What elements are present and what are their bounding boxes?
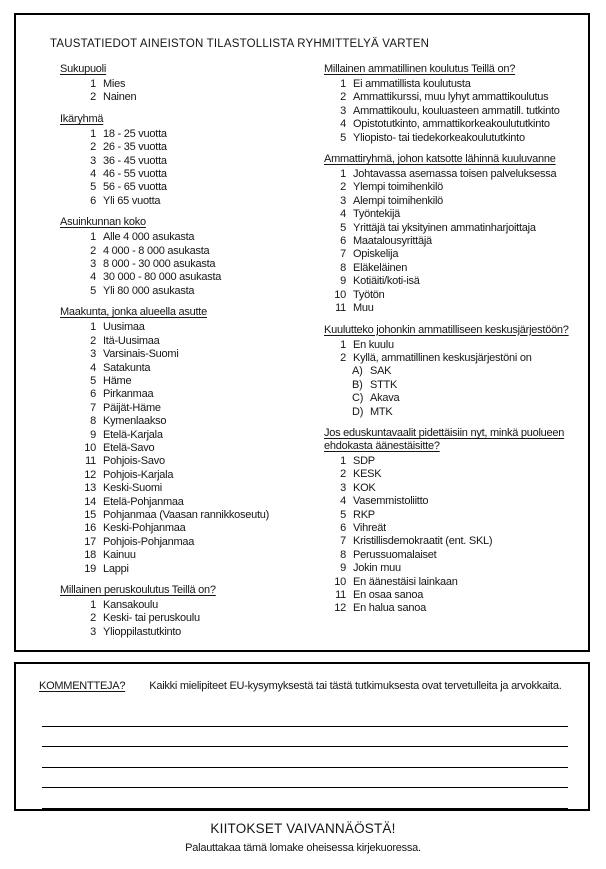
- question-section: [60, 63, 324, 105]
- option-number: 19: [84, 562, 96, 575]
- option-label: En kuulu: [353, 338, 394, 351]
- option-label: SDP: [353, 454, 375, 467]
- option-number: 3: [90, 348, 96, 361]
- option-number: 8: [340, 548, 346, 561]
- option-row: [60, 168, 324, 181]
- option-label: Pohjanmaa (Vaasan rannikkoseutu): [103, 508, 270, 521]
- option-row: [60, 375, 324, 388]
- option-number: 2: [90, 334, 96, 347]
- option-number: 12: [84, 468, 96, 481]
- option-label: KOK: [353, 481, 376, 494]
- option-row: [60, 348, 324, 361]
- option-label: Yrittäjä tai yksityinen ammatinharjoittaja: [353, 221, 536, 234]
- option-label: 46 - 55 vuotta: [103, 168, 167, 181]
- option-label: Häme: [103, 374, 132, 387]
- option-label: Vasemmistoliitto: [353, 495, 429, 508]
- option-label: 18 - 25 vuotta: [103, 127, 167, 140]
- options-list: [60, 78, 324, 105]
- option-label: Kymenlaakso: [103, 415, 167, 428]
- option-row: [324, 535, 582, 548]
- option-number: 7: [340, 248, 346, 261]
- option-number: 3: [340, 194, 346, 207]
- option-number: 8: [90, 415, 96, 428]
- question-heading: Ikäryhmä: [60, 112, 104, 125]
- option-label: 8 000 - 30 000 asukasta: [103, 258, 216, 271]
- option-label: Pohjois-Karjala: [103, 468, 174, 481]
- option-label: Pirkanmaa: [103, 388, 154, 401]
- option-label: 30 000 - 80 000 asukasta: [103, 271, 222, 284]
- option-label: Ammattikoulu, kouluasteen ammatill. tutkinto: [353, 104, 560, 117]
- write-line: [42, 727, 568, 748]
- option-number: 18: [84, 549, 96, 562]
- option-row: [324, 181, 582, 194]
- option-label: Satakunta: [103, 361, 151, 374]
- option-row: [324, 118, 582, 131]
- options-list: [324, 168, 582, 315]
- option-number: 7: [90, 401, 96, 414]
- option-number: 3: [340, 481, 346, 494]
- option-row: [60, 626, 324, 639]
- option-row: [324, 495, 582, 508]
- option-row: [324, 352, 582, 365]
- option-label: RKP: [353, 508, 375, 521]
- option-number: 1: [90, 127, 96, 140]
- option-row: [60, 362, 324, 375]
- option-label: Jokin muu: [353, 562, 401, 575]
- option-row: [60, 181, 324, 194]
- question-heading: Jos eduskuntavaalit pidettäisiin nyt, minkä puolueen ehdokasta äänestäisitte?: [324, 426, 565, 452]
- question-heading: Millainen ammatillinen koulutus Teillä on?: [324, 63, 516, 75]
- option-row: [324, 576, 582, 589]
- option-label: Uusimaa: [103, 321, 145, 334]
- option-label: Perussuomalaiset: [353, 548, 437, 561]
- option-row: [60, 612, 324, 625]
- option-row: [324, 262, 582, 275]
- option-row: [324, 78, 582, 91]
- question-heading: Asuinkunnan koko: [60, 216, 146, 229]
- comments-label: KOMMENTTEJA?: [39, 680, 126, 692]
- comments-header: [39, 680, 568, 693]
- option-number: 1: [340, 338, 346, 351]
- comments-box: [14, 662, 590, 811]
- option-row: [60, 78, 324, 91]
- option-label: Keski-Pohjanmaa: [103, 522, 186, 535]
- option-row: [60, 141, 324, 154]
- option-number: 4: [340, 495, 346, 508]
- sub-option-letter: A): [352, 365, 363, 378]
- option-row: [324, 132, 582, 145]
- option-row: [324, 589, 582, 602]
- option-row: [60, 549, 324, 562]
- option-number: 5: [90, 374, 96, 387]
- option-number: 10: [334, 575, 346, 588]
- option-label: Yliopisto- tai tiedekorkeakoulututkinto: [353, 131, 525, 144]
- comments-note: Kaikki mielipiteet EU-kysymyksestä tai tästä tutkimuksesta ovat tervetulleita ja arvokkaita.: [149, 680, 562, 692]
- question-heading: Maakunta, jonka alueella asutte: [60, 306, 207, 319]
- option-number: 2: [90, 244, 96, 257]
- option-label: Keski-Suomi: [103, 482, 162, 495]
- option-row: [324, 522, 582, 535]
- option-row: [324, 602, 582, 615]
- option-row: [60, 128, 324, 141]
- option-row: [324, 195, 582, 208]
- option-label: Yli 65 vuotta: [103, 194, 161, 207]
- option-label: 36 - 45 vuotta: [103, 154, 167, 167]
- option-row: [60, 402, 324, 415]
- option-number: 10: [84, 441, 96, 454]
- question-heading: Sukupuoli: [60, 63, 107, 75]
- option-number: 11: [335, 589, 346, 601]
- write-line: [42, 747, 568, 768]
- option-number: 5: [340, 131, 346, 144]
- sub-option-letter: B): [352, 378, 363, 391]
- background-questions-box: [14, 13, 590, 652]
- option-number: 8: [340, 261, 346, 274]
- option-row: [60, 155, 324, 168]
- question-section: [324, 63, 582, 145]
- write-line: [42, 788, 568, 809]
- option-row: [324, 468, 582, 481]
- option-number: 17: [84, 535, 96, 548]
- options-list: [60, 231, 324, 298]
- option-row: [60, 388, 324, 401]
- option-number: 1: [340, 168, 346, 181]
- option-number: 11: [85, 455, 96, 468]
- question-section: [324, 153, 582, 315]
- option-row: [60, 599, 324, 612]
- option-number: 4: [340, 118, 346, 131]
- option-row: [324, 549, 582, 562]
- option-row: [324, 289, 582, 302]
- question-section: [60, 306, 324, 576]
- option-label: Muu: [353, 302, 374, 315]
- option-row: [60, 258, 324, 271]
- option-label: Eläkeläinen: [353, 261, 408, 274]
- option-number: 13: [84, 482, 96, 495]
- option-number: 4: [90, 271, 96, 284]
- sub-option-label: STTK: [370, 378, 398, 391]
- right-column: [324, 51, 582, 616]
- option-number: 1: [90, 321, 96, 334]
- option-label: Lappi: [103, 562, 129, 575]
- write-line: [42, 768, 568, 789]
- option-label: Nainen: [103, 91, 137, 104]
- option-number: 6: [340, 521, 346, 534]
- option-number: 3: [340, 104, 346, 117]
- option-label: Opiskelija: [353, 248, 399, 261]
- options-list: [324, 339, 582, 419]
- option-label: 26 - 35 vuotta: [103, 141, 167, 154]
- sub-option-label: MTK: [370, 405, 393, 418]
- option-number: 2: [90, 612, 96, 625]
- footer-thanks-text: KIITOKSET VAIVANNÄÖSTÄ!: [210, 821, 396, 836]
- option-number: 7: [340, 535, 346, 548]
- option-label: Ylioppilastutkinto: [103, 625, 182, 638]
- option-number: 1: [90, 599, 96, 611]
- option-row: [60, 522, 324, 535]
- option-row: [60, 271, 324, 284]
- option-number: 3: [90, 258, 96, 271]
- option-label: En äänestäisi lainkaan: [353, 575, 458, 588]
- option-row: [324, 105, 582, 118]
- footer-instruction-text: Palauttakaa tämä lomake oheisessa kirjekuoressa.: [185, 842, 421, 854]
- option-label: Yli 80 000 asukasta: [103, 284, 195, 297]
- option-row: [324, 168, 582, 181]
- option-row: [324, 275, 582, 288]
- option-number: 1: [90, 78, 96, 90]
- option-row: [324, 235, 582, 248]
- option-row: [60, 285, 324, 298]
- option-row: [60, 482, 324, 495]
- option-label: Etelä-Savo: [103, 441, 155, 454]
- option-row: [60, 195, 324, 208]
- option-number: 11: [335, 302, 346, 315]
- option-number: 6: [340, 235, 346, 248]
- option-row: [60, 245, 324, 258]
- option-number: 14: [84, 495, 96, 508]
- option-label: Työntekijä: [353, 208, 401, 221]
- question-section: [60, 216, 324, 298]
- option-row: [324, 455, 582, 468]
- option-label: Kotiäiti/koti-isä: [353, 275, 420, 288]
- option-row: [60, 321, 324, 334]
- options-list: [60, 321, 324, 576]
- option-number: 12: [334, 602, 346, 615]
- write-line: [42, 706, 568, 727]
- option-number: 9: [340, 275, 346, 288]
- option-label: Päijät-Häme: [103, 401, 161, 414]
- option-number: 2: [340, 468, 346, 481]
- option-row: [324, 562, 582, 575]
- option-row: [60, 509, 324, 522]
- option-label: Keski- tai peruskoulu: [103, 612, 200, 625]
- option-row: [60, 455, 324, 468]
- option-label: Alempi toimihenkilö: [353, 194, 444, 207]
- option-label: Pohjois-Pohjanmaa: [103, 535, 195, 548]
- question-heading: Millainen peruskoulutus Teillä on?: [60, 584, 216, 596]
- option-row: [324, 482, 582, 495]
- option-number: 6: [90, 194, 96, 207]
- option-number: 1: [340, 454, 346, 467]
- option-number: 3: [90, 625, 96, 638]
- footer: [0, 820, 606, 855]
- option-number: 9: [90, 428, 96, 441]
- question-section: [60, 113, 324, 208]
- sub-option-row: [352, 406, 582, 419]
- question-heading: Ammattiryhmä, johon katsotte lähinnä kuuluvanne: [324, 153, 556, 166]
- option-row: [60, 442, 324, 455]
- option-row: [324, 509, 582, 522]
- option-number: 5: [340, 508, 346, 521]
- option-row: [324, 91, 582, 104]
- option-number: 1: [340, 78, 346, 90]
- sub-option-row: [352, 379, 582, 392]
- option-number: 4: [90, 361, 96, 374]
- sub-option-label: Akava: [370, 392, 400, 405]
- option-number: 2: [90, 141, 96, 154]
- left-column: [60, 51, 324, 639]
- option-number: 2: [340, 91, 346, 104]
- option-label: Opistotutkinto, ammattikorkeakoulututkinto: [353, 118, 550, 131]
- option-label: 4 000 - 8 000 asukasta: [103, 244, 210, 257]
- option-label: Pohjois-Savo: [103, 455, 165, 468]
- option-label: Kansakoulu: [103, 599, 158, 611]
- option-label: Varsinais-Suomi: [103, 348, 179, 361]
- option-row: [60, 536, 324, 549]
- option-row: [324, 208, 582, 221]
- option-label: Etelä-Karjala: [103, 428, 163, 441]
- comment-write-lines: [42, 706, 568, 809]
- option-number: 1: [90, 231, 96, 244]
- option-row: [60, 91, 324, 104]
- option-label: Kainuu: [103, 549, 136, 562]
- option-label: 56 - 65 vuotta: [103, 181, 167, 194]
- page-title: TAUSTATIEDOT AINEISTON TILASTOLLISTA RYHMITTELYÄ VARTEN: [50, 38, 430, 50]
- option-row: [324, 248, 582, 261]
- question-section: [324, 324, 582, 419]
- option-row: [60, 496, 324, 509]
- option-number: 2: [340, 351, 346, 364]
- option-number: 5: [90, 181, 96, 194]
- options-list: [324, 455, 582, 616]
- option-number: 5: [90, 284, 96, 297]
- option-label: Kristillisdemokraatit (ent. SKL): [353, 535, 493, 548]
- option-number: 6: [90, 388, 96, 401]
- option-label: Vihreät: [353, 521, 386, 534]
- option-number: 4: [340, 208, 346, 221]
- option-label: Etelä-Pohjanmaa: [103, 495, 184, 508]
- option-label: KESK: [353, 468, 382, 481]
- question-section: [324, 427, 582, 616]
- option-label: Mies: [103, 78, 126, 90]
- option-number: 16: [84, 522, 96, 535]
- option-number: 9: [340, 562, 346, 575]
- option-row: [60, 335, 324, 348]
- option-row: [60, 429, 324, 442]
- question-heading: Kuulutteko johonkin ammatilliseen keskusjärjestöön?: [324, 323, 569, 336]
- option-label: Ylempi toimihenkilö: [353, 181, 444, 194]
- option-label: Alle 4 000 asukasta: [103, 231, 195, 244]
- option-number: 15: [84, 508, 96, 521]
- option-row: [60, 563, 324, 576]
- questions-columns: [50, 51, 588, 639]
- option-label: Ei ammatillista koulutusta: [353, 78, 471, 90]
- option-number: 2: [340, 181, 346, 194]
- sub-option-row: [352, 392, 582, 405]
- options-list: [60, 128, 324, 208]
- option-label: Työtön: [353, 288, 385, 301]
- option-number: 5: [340, 221, 346, 234]
- option-label: Maatalousyrittäjä: [353, 235, 432, 248]
- option-label: Itä-Uusimaa: [103, 334, 160, 347]
- sub-option-label: SAK: [370, 365, 392, 378]
- question-section: [60, 584, 324, 639]
- option-label: En osaa sanoa: [353, 589, 424, 601]
- option-row: [60, 469, 324, 482]
- options-list: [324, 78, 582, 145]
- options-list: [60, 599, 324, 639]
- option-row: [60, 231, 324, 244]
- option-label: Ammattikurssi, muu lyhyt ammattikoulutus: [353, 91, 549, 104]
- option-row: [324, 302, 582, 315]
- option-number: 4: [90, 168, 96, 181]
- sub-option-row: [352, 365, 582, 378]
- option-label: Kyllä, ammatillinen keskusjärjestöni on: [353, 351, 532, 364]
- option-row: [324, 339, 582, 352]
- option-label: En halua sanoa: [353, 602, 426, 615]
- option-number: 3: [90, 154, 96, 167]
- sub-option-letter: C): [352, 392, 364, 405]
- option-row: [324, 222, 582, 235]
- option-row: [60, 415, 324, 428]
- option-number: 10: [334, 288, 346, 301]
- option-label: Johtavassa asemassa toisen palveluksessa: [353, 168, 557, 181]
- sub-option-letter: D): [352, 405, 364, 418]
- option-number: 2: [90, 91, 96, 104]
